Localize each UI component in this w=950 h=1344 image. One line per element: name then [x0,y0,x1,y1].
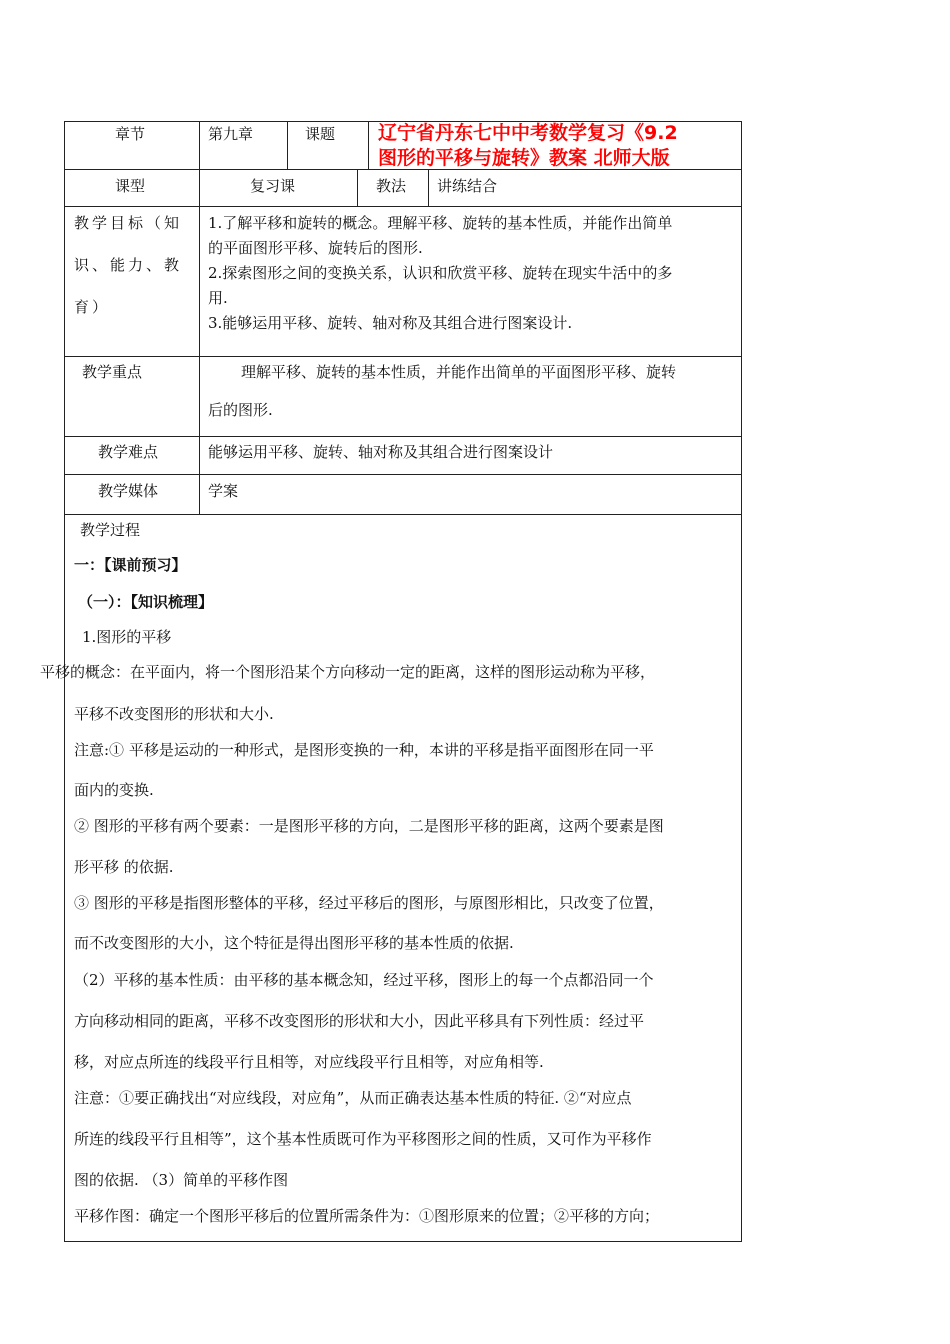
goals-line: 用. [208,289,228,307]
process-line: ③ 图形的平移是指图形整体的平移，经过平移后的图形，与原图形相比，只改变了位置， [74,894,664,912]
process-line: 而不改变图形的大小，这个特征是得出图形平移的基本性质的依据. [74,934,514,952]
goals-line: 1.了解平移和旋转的概念。理解平移、旋转的基本性质，并能作出简单 [208,214,673,232]
goals-line: 3.能够运用平移、旋转、轴对称及其组合进行图案设计. [208,314,573,332]
table-row-divider [64,356,742,357]
topic-label: 课题 [305,125,336,143]
method-value: 讲练结合 [437,177,498,195]
subsection-heading: （一）：【知识梳理】 [78,593,214,611]
process-heading: 教学过程 [80,521,141,539]
process-line: （2）平移的基本性质：由平移的基本概念知，经过平移，图形上的每一个点都沿同一个 [74,971,654,989]
key-points-line: 后的图形. [208,401,273,419]
difficulty-label: 教学难点 [98,443,159,461]
difficulty-value: 能够运用平移、旋转、轴对称及其组合进行图案设计 [208,443,554,461]
table-column-divider [428,169,429,206]
media-label: 教学媒体 [98,482,159,500]
table-column-divider [357,169,358,206]
process-line: 图的依据. （3）简单的平移作图 [74,1171,289,1189]
goals-label-line: 识、能力、教 [74,256,183,274]
media-value: 学案 [208,482,239,500]
table-row-divider [64,206,742,207]
process-line: 移，对应点所连的线段平行且相等，对应线段平行且相等，对应角相等. [74,1053,544,1071]
key-points-line: 理解平移、旋转的基本性质，并能作出简单的平面图形平移、旋转 [241,363,677,381]
goals-line: 的平面图形平移、旋转后的图形. [208,239,423,257]
table-column-divider [199,121,200,514]
item-heading: 1.图形的平移 [82,628,172,646]
goals-line: 2.探索图形之间的变换关系，认识和欣赏平移、旋转在现实牛活中的多 [208,264,673,282]
process-line: 方向移动相同的距离，平移不改变图形的形状和大小，因此平移具有下列性质：经过平 [74,1012,645,1030]
table-row-divider [64,474,742,475]
method-label: 教法 [376,177,407,195]
table-row-divider [64,436,742,437]
key-points-label: 教学重点 [82,363,143,381]
table-border-bottom [64,1241,742,1242]
table-row-divider [64,514,742,515]
chapter-label: 章节 [115,125,146,143]
process-line: 注意：①要正确找出“对应线段，对应角”，从而正确表达基本性质的特征. ②“对应点 [74,1089,632,1107]
section-heading: 一：【课前预习】 [74,556,187,574]
process-line: 平移作图：确定一个图形平移后的位置所需条件为：①图形原来的位置；②平移的方向； [74,1207,660,1225]
goals-label-line: 育） [74,298,111,316]
table-column-divider [368,121,369,169]
process-line: 平移的概念：在平面内，将一个图形沿某个方向移动一定的距离，这样的图形运动称为平移， [40,663,656,681]
process-line: ② 图形的平移有两个要素：一是图形平移的方向，二是图形平移的距离，这两个要素是图 [74,817,664,835]
type-label: 课型 [115,177,146,195]
process-line: 面内的变换. [74,781,154,799]
lesson-title-line-2: 图形的平移与旋转》教案 北师大版 [378,147,670,169]
chapter-value: 第九章 [208,125,254,143]
process-line: 注意:① 平移是运动的一种形式，是图形变换的一种，本讲的平移是指平面图形在同一平 [74,741,654,759]
lesson-title-line-1: 辽宁省丹东七中中考数学复习《9.2 [378,122,678,144]
goals-label-line: 教学目标（知 [74,214,183,232]
table-column-divider [287,121,288,169]
process-line: 所连的线段平行且相等”，这个基本性质既可作为平移图形之间的性质，又可作为平移作 [74,1130,652,1148]
type-value: 复习课 [250,177,296,195]
process-line: 形平移 的依据. [74,858,174,876]
table-border-right [741,121,742,1242]
process-line: 平移不改变图形的形状和大小. [74,705,274,723]
